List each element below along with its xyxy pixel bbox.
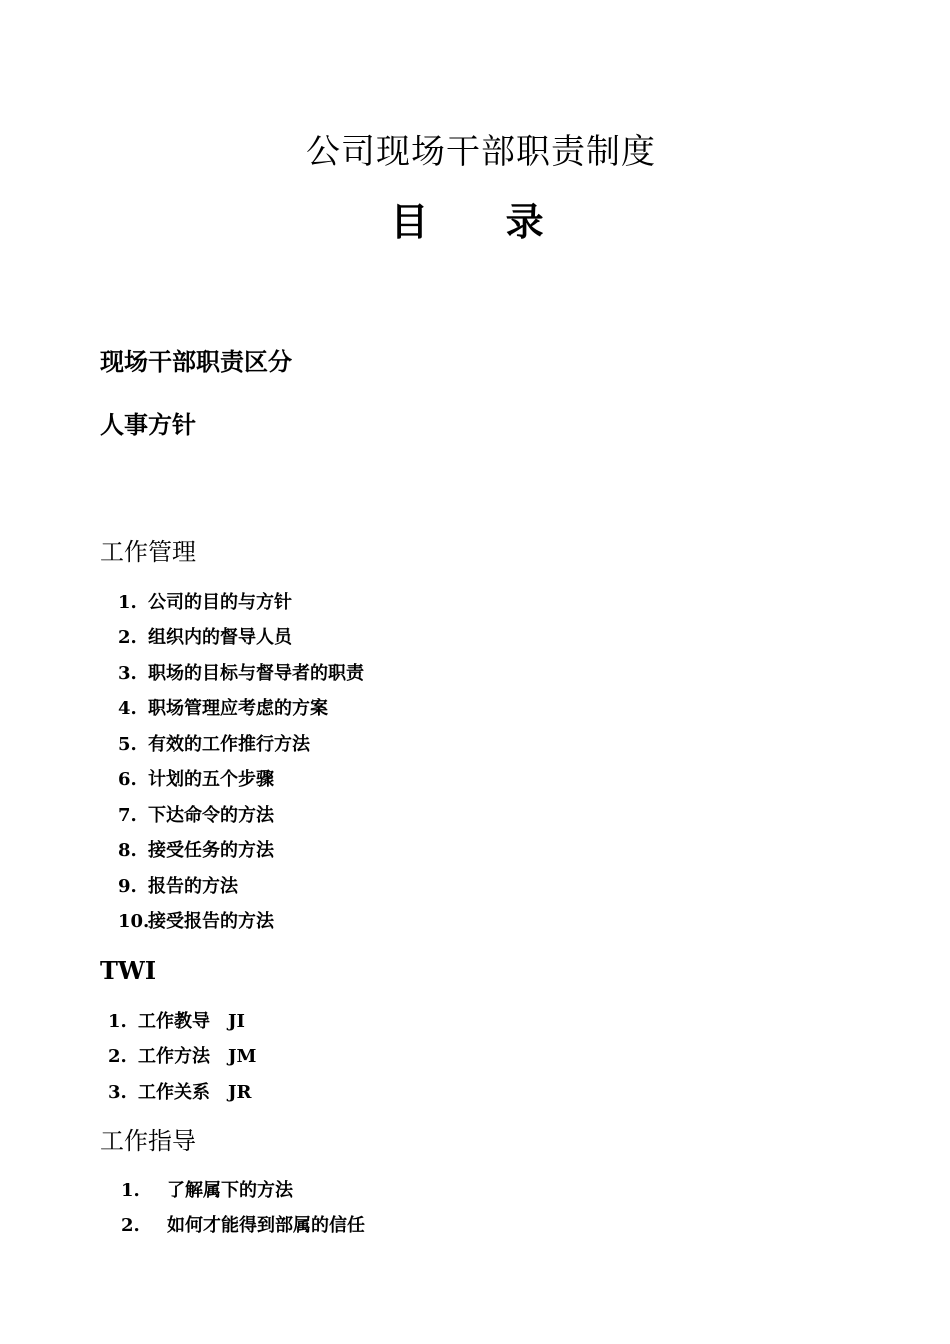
list-item-text: 工作教导 [138,1011,210,1032]
list-item-code: JI [228,1011,245,1032]
list-item-text: 了解属下的方法 [167,1180,293,1201]
list-item-text: 公司的目的与方针 [148,592,292,613]
list-item-text: 接受报告的方法 [148,911,274,932]
list-item [108,1081,251,1105]
document-title: 公司现场干部职责制度 [306,132,656,172]
section-personnel-policy: 人事方针 [100,410,196,439]
list-item-text: 组织内的督导人员 [148,627,292,648]
toc-title: 目 录 [390,199,576,244]
list-item [118,839,274,863]
list-item-text: 下达命令的方法 [148,805,274,826]
list-item-number: 2. [118,627,137,648]
list-item-text: 报告的方法 [148,876,238,897]
list-item [118,733,310,757]
list-item [118,697,328,721]
list-item-text: 职场管理应考虑的方案 [148,698,328,719]
list-item-code: JR [228,1082,252,1103]
list-item-number: 1. [118,592,137,613]
list-item-text: 工作关系 [138,1082,210,1103]
list-item [118,768,274,792]
list-item [108,1010,245,1034]
list-item-number: 2. [121,1215,140,1236]
list-item-text: 计划的五个步骤 [148,769,274,790]
list-item [121,1179,293,1203]
list-item-text: 接受任务的方法 [148,840,274,861]
list-item-number: 3. [118,663,137,684]
list-item-number: 8. [118,840,137,861]
list-item [118,910,274,934]
list-item-number: 1. [121,1180,140,1201]
list-item-number: 5. [118,734,137,755]
list-item-number: 9. [118,876,137,897]
list-item [118,591,292,615]
section-work-guidance: 工作指导 [100,1127,196,1155]
list-item-number: 3. [108,1082,127,1103]
list-item-number: 7. [118,805,137,826]
list-item-text: 如何才能得到部属的信任 [167,1215,365,1236]
section-duty-division: 现场干部职责区分 [100,347,292,376]
section-work-management: 工作管理 [100,538,196,566]
section-twi: TWI [100,956,157,985]
list-item-number: 10. [118,911,150,932]
list-item-number: 6. [118,769,137,790]
list-item-text: 有效的工作推行方法 [148,734,310,755]
list-item [121,1214,365,1238]
list-item-text: 职场的目标与督导者的职责 [148,663,364,684]
list-item-number: 2. [108,1046,127,1067]
list-item-number: 4. [118,698,137,719]
list-item [118,662,364,686]
list-item-number: 1. [108,1011,127,1032]
list-item [118,804,274,828]
list-item-code: JM [228,1046,257,1067]
list-item [118,626,292,650]
list-item-text: 工作方法 [138,1046,210,1067]
list-item [108,1045,256,1069]
list-item [118,875,238,899]
